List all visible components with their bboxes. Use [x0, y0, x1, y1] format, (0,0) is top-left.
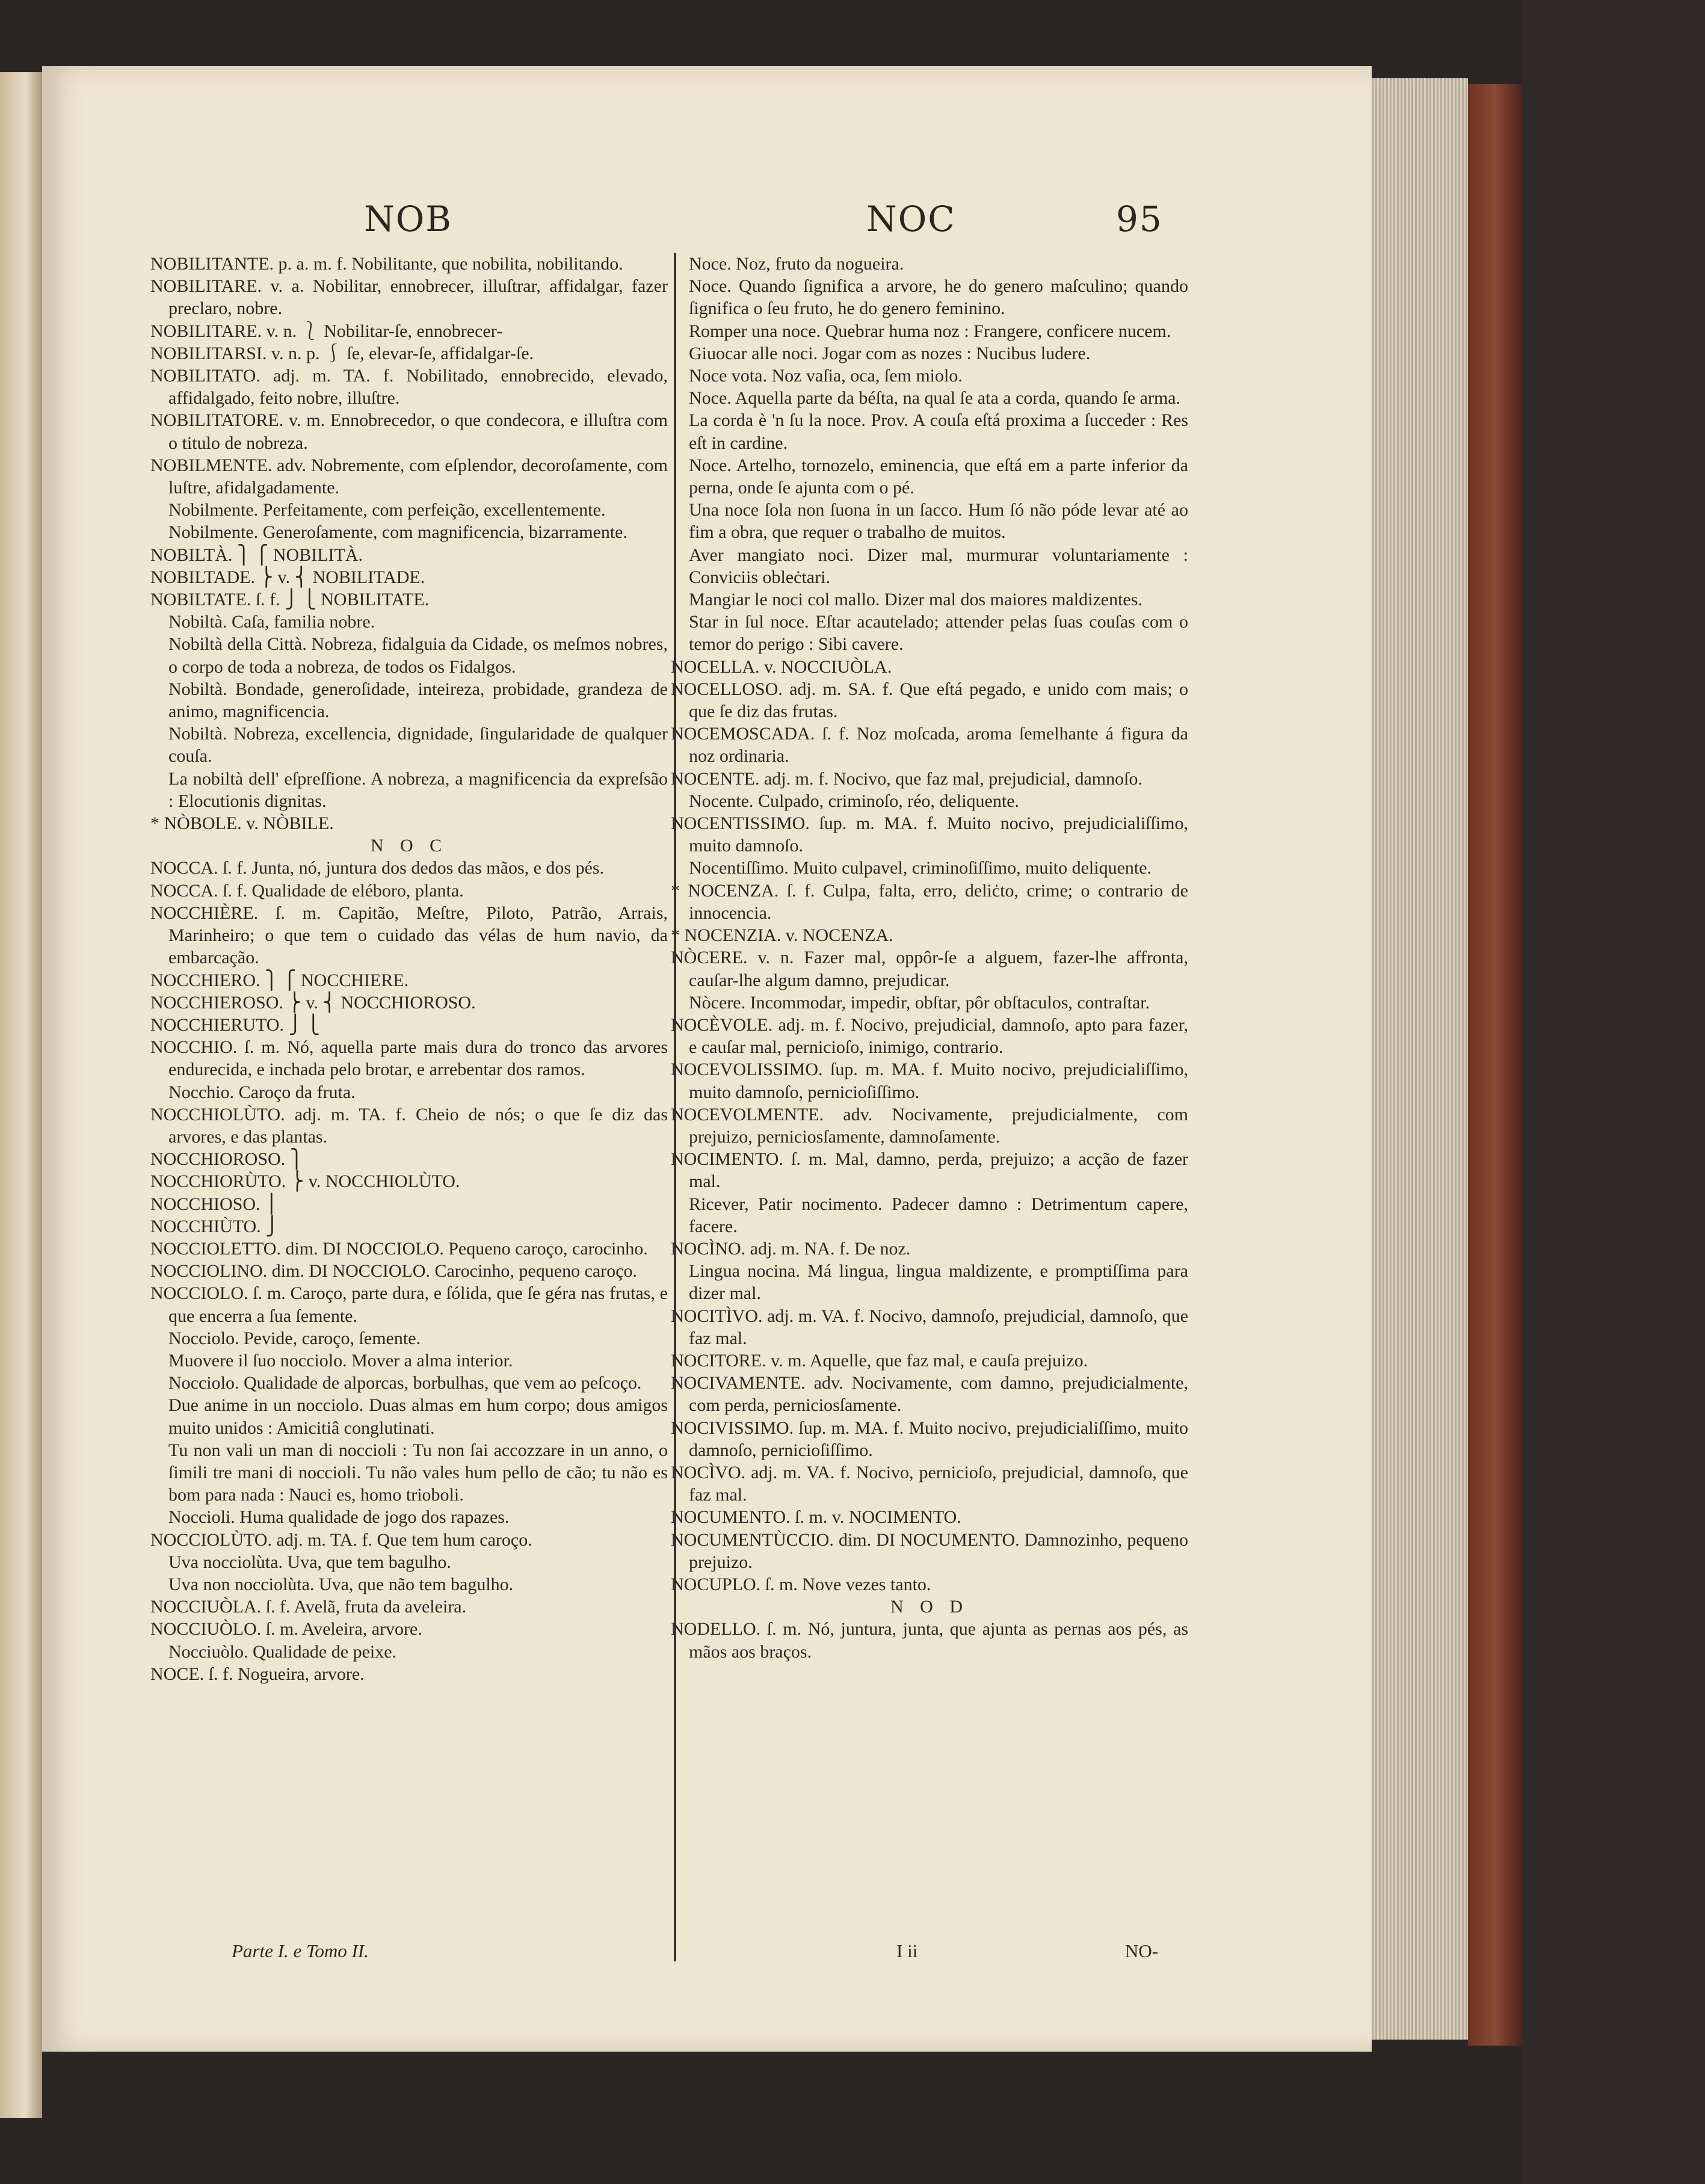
- dictionary-entry: NOCCIOLINO. dim. DI NOCCIOLO. Carocinho, pequeno caroço.: [150, 1261, 638, 1282]
- dictionary-entry: Nocciolo. Pevide, caroço, ſemente.: [168, 1328, 421, 1348]
- dictionary-entry: NOCCHIÈRE. ſ. m. Capitão, Meſtre, Piloto, Patrão, Arrais, Marinheiro; o que tem o cuidado das vélas de hum navio, da embarcação.: [150, 902, 668, 968]
- dictionary-entry: NOCCHIÙTO. ⎭: [150, 1216, 279, 1236]
- dictionary-entry: NOBILTATE. ſ. f. ⎭ ⎩ NOBILITATE.: [150, 590, 430, 610]
- dictionary-entry: Due anime in un nocciolo. Duas almas em hum corpo; dous amigos muito unidos : Amicitiâ conglutinati.: [168, 1395, 668, 1438]
- dictionary-entry: Nobiltà. Bondade, generoſidade, inteireza, probidade, grandeza de animo, magnificencia.: [168, 679, 668, 722]
- background-right: [1522, 0, 1705, 2184]
- dictionary-entry: NOCCIUÒLA. ſ. f. Avelã, fruta da aveleira.: [150, 1597, 467, 1617]
- dictionary-entry: Noce. Aquella parte da béſta, na qual ſe ata a corda, quando ſe arma.: [689, 388, 1181, 409]
- dictionary-entry: NOCCIOLÙTO. adj. m. TA. f. Que tem hum caroço.: [150, 1529, 532, 1550]
- dictionary-entry: Noce vota. Noz vaſia, oca, ſem miolo.: [689, 366, 963, 386]
- dictionary-entry: NOBILTADE. ⎬ v. ⎨ NOBILITADE.: [150, 567, 425, 587]
- dictionary-entry: NOBILITARE. v. n. ⎱ Nobilitar-ſe, ennobrecer-: [150, 321, 503, 341]
- dictionary-entry: NOCENTISSIMO. ſup. m. MA. f. Muito nocivo, prejudicialiſſimo, muito damnoſo.: [671, 813, 1188, 856]
- dictionary-entry: Nocentiſſimo. Muito culpavel, criminoſiſſimo, muito deliquente.: [689, 858, 1152, 878]
- dictionary-entry: Nobiltà della Città. Nobreza, fidalguia da Cidade, os meſmos nobres, o corpo de toda a nobreza, de todos os Fidalgos.: [168, 634, 668, 677]
- dictionary-entry: NODELLO. ſ. m. Nó, juntura, junta, que ajunta as pernas aos pés, as mãos aos braços.: [671, 1619, 1188, 1662]
- dictionary-entry: NOCCHIERUTO. ⎭ ⎩: [150, 1014, 320, 1035]
- dictionary-entry: NOCCHIORÙTO. ⎬ v. NOCCHIOLÙTO.: [150, 1171, 460, 1192]
- dictionary-entry: Una noce ſola non ſuona in un ſacco. Hum ſó não póde levar até ao fim a obra, que requer o trabalho de muitos.: [689, 500, 1188, 543]
- dictionary-entry: NOCCHIOSO. ⎪: [150, 1194, 279, 1214]
- dictionary-entry: * NÒBOLE. v. NÒBILE.: [150, 813, 334, 834]
- dictionary-entry: NOCCHIERO. ⎫ ⎧ NOCCHIERE.: [150, 970, 409, 990]
- right-column: [671, 253, 1188, 1663]
- dictionary-entry: NOCEMOSCADA. ſ. f. Noz moſcada, aroma ſemelhante á figura da noz ordinaria.: [671, 724, 1188, 767]
- dictionary-entry: Noccioli. Huma qualidade de jogo dos rapazes.: [168, 1507, 510, 1528]
- dictionary-entry: NOCEVOLMENTE. adv. Nocivamente, prejudicialmente, com prejuizo, perniciosſamente, damnoſamente.: [671, 1104, 1188, 1147]
- dictionary-entry: Noce. Quando ſignifica a arvore, he do genero maſculino; quando ſignifica o ſeu fruto, he do genero feminino.: [689, 276, 1188, 319]
- dictionary-entry: * NOCENZA. ſ. f. Culpa, falta, erro, deliċto, crime; o contrario de innocencia.: [671, 880, 1188, 923]
- dictionary-entry: Uva non nocciolùta. Uva, que não tem bagulho.: [168, 1574, 514, 1594]
- dictionary-entry: La corda è 'n ſu la noce. Prov. A couſa eſtá proxima a ſucceder : Res eſt in cardine.: [689, 410, 1188, 453]
- dictionary-entry: Lingua nocina. Má lingua, lingua maldizente, e promptiſſima para dizer mal.: [689, 1261, 1188, 1304]
- dictionary-entry: NOCCIUÒLO. ſ. m. Aveleira, arvore.: [150, 1619, 422, 1640]
- dictionary-entry: Nocchio. Caroço da fruta.: [168, 1082, 356, 1102]
- dictionary-entry: NOCIVAMENTE. adv. Nocivamente, com damno, prejudicialmente, com perda, perniciosſamente.: [671, 1373, 1188, 1416]
- header-center: NOC: [866, 199, 956, 239]
- footer-signature: Parte I. e Tomo II.: [232, 1940, 369, 1961]
- dictionary-entry: Star in ſul noce. Eſtar acautelado; attender pelas ſuas couſas com o temor do perigo : Sibi cavere.: [689, 612, 1188, 655]
- dictionary-entry: Nobiltà. Caſa, familia nobre.: [168, 612, 375, 632]
- page-edges: [1372, 78, 1468, 2040]
- dictionary-entry: Romper una noce. Quebrar huma noz : Frangere, conficere nucem.: [689, 321, 1171, 341]
- footer-catchword: NO-: [1125, 1940, 1159, 1961]
- dictionary-entry: Nocciuòlo. Qualidade de peixe.: [168, 1641, 397, 1662]
- dictionary-entry: NOCCIOLETTO. dim. DI NOCCIOLO. Pequeno caroço, carocinho.: [150, 1238, 648, 1259]
- left-page-edge: [0, 72, 42, 2118]
- dictionary-entry: NOCCA. ſ. f. Junta, nó, juntura dos dedos das mãos, e dos pés.: [150, 858, 605, 878]
- header-left: NOB: [364, 199, 452, 239]
- dictionary-entry: NOCÈVOLE. adj. m. f. Nocivo, prejudicial, damnoſo, apto para fazer, e cauſar mal, pernicioſo, inimigo, contrario.: [671, 1014, 1188, 1058]
- dictionary-entry: NOCCIOLO. ſ. m. Caroço, parte dura, e ſólida, que ſe géra nas frutas, e que encerra a ſua ſemente.: [150, 1283, 668, 1326]
- dictionary-entry: NOCCHIO. ſ. m. Nó, aquella parte mais dura do tronco das arvores endurecida, e inchada pelo brotar, e arrebentar dos ramos.: [150, 1037, 668, 1080]
- dictionary-entry: NOCCHIEROSO. ⎬ v. ⎨ NOCCHIOROSO.: [150, 992, 476, 1013]
- page-number: 95: [1116, 199, 1163, 239]
- dictionary-entry: Noce. Noz, fruto da nogueira.: [689, 254, 904, 274]
- dictionary-entry: Mangiar le noci col mallo. Dizer mal dos maiores maldizentes.: [689, 590, 1142, 610]
- dictionary-entry: Uva nocciolùta. Uva, que tem bagulho.: [168, 1552, 451, 1572]
- dictionary-entry: NOCIVISSIMO. ſup. m. MA. f. Muito nocivo, prejudicialiſſimo, muito damnoſo, pernicioſiſſimo.: [671, 1417, 1188, 1460]
- dictionary-entry: NOCITORE. v. m. Aquelle, que faz mal, e cauſa prejuizo.: [671, 1350, 1088, 1371]
- dictionary-entry: Ricever, Patir nocimento. Padecer damno : Detrimentum capere, facere.: [689, 1194, 1188, 1236]
- footer-gathering: I ii: [896, 1940, 918, 1961]
- section-heading: N O D: [890, 1597, 969, 1617]
- dictionary-entry: NOCELLA. v. NOCCIUÒLA.: [671, 656, 892, 677]
- dictionary-entry: NOCÌNO. adj. m. NA. f. De noz.: [671, 1238, 911, 1259]
- dictionary-entry: Nòcere. Incommodar, impedir, obſtar, pôr obſtaculos, contraſtar.: [689, 992, 1150, 1013]
- dictionary-entry: NÒCERE. v. n. Fazer mal, oppôr-ſe a alguem, fazer-lhe affronta, cauſar-lhe algum damno, prejudicar.: [671, 948, 1188, 990]
- dictionary-entry: NOCÌVO. adj. m. VA. f. Nocivo, pernicioſo, prejudicial, damnoſo, que faz mal.: [671, 1462, 1188, 1505]
- dictionary-entry: NOCUMENTÙCCIO. dim. DI NOCUMENTO. Damnozinho, pequeno prejuizo.: [671, 1529, 1188, 1572]
- dictionary-entry: NOCIMENTO. ſ. m. Mal, damno, perda, prejuizo; a acção de fazer mal.: [671, 1149, 1188, 1192]
- section-heading: N O C: [370, 836, 448, 856]
- dictionary-entry: NOBILMENTE. adv. Nobremente, com eſplendor, decoroſamente, com luſtre, afidalgadamente.: [150, 455, 668, 498]
- dictionary-entry: Noce. Artelho, tornozelo, eminencia, que eſtá em a parte inferior da perna, onde ſe ajunta com o pé.: [689, 455, 1188, 498]
- dictionary-entry: NOBILITARSI. v. n. p. ⎰ ſe, elevar-ſe, affidalgar-ſe.: [150, 343, 534, 363]
- dictionary-entry: NOCE. ſ. f. Nogueira, arvore.: [150, 1664, 365, 1684]
- dictionary-entry: Nobiltà. Nobreza, excellencia, dignidade, ſingularidade de qualquer couſa.: [168, 724, 668, 767]
- dictionary-entry: Nobilmente. Generoſamente, com magnificencia, bizarramente.: [168, 522, 627, 543]
- dictionary-entry: Giuocar alle noci. Jogar com as nozes : Nucibus ludere.: [689, 343, 1091, 363]
- dictionary-entry: Muovere il ſuo nocciolo. Mover a alma interior.: [168, 1350, 513, 1371]
- dictionary-entry: NOCENTE. adj. m. f. Nocivo, que faz mal, prejudicial, damnoſo.: [671, 768, 1142, 789]
- dictionary-entry: Nobilmente. Perfeitamente, com perfeição, excellentemente.: [168, 500, 606, 520]
- dictionary-entry: * NOCENZIA. v. NOCENZA.: [671, 925, 893, 946]
- dictionary-entry: NOBILITATORE. v. m. Ennobrecedor, o que condecora, e illuſtra com o titulo de nobreza.: [150, 410, 668, 453]
- left-column: [150, 253, 668, 1685]
- dictionary-entry: NOBILITATO. adj. m. TA. f. Nobilitado, ennobrecido, elevado, affidalgado, feito nobre, illuſtre.: [150, 366, 668, 409]
- dictionary-entry: NOCELLOSO. adj. m. SA. f. Que eſtá pegado, e unido com mais; o que ſe diz das frutas.: [671, 679, 1188, 722]
- dictionary-entry: NOCUMENTO. ſ. m. v. NOCIMENTO.: [671, 1507, 961, 1528]
- dictionary-entry: Aver mangiato noci. Dizer mal, murmurar voluntariamente : Conviciis obleċtari.: [689, 544, 1188, 587]
- dictionary-entry: NOCITÌVO. adj. m. VA. f. Nocivo, damnoſo, prejudicial, damnoſo, que faz mal.: [671, 1306, 1188, 1348]
- dictionary-entry: NOCCHIOROSO. ⎫: [150, 1149, 304, 1170]
- dictionary-entry: NOBILITARE. v. a. Nobilitar, ennobrecer, illuſtrar, affidalgar, fazer preclaro, nobre.: [150, 276, 668, 319]
- dictionary-entry: Tu non vali un man di noccioli : Tu non ſai accozzare in un anno, o ſimili tre mani di noccioli. Tu não vales hum pello de cão; tu não es bom para nada : Nauci es, homo trioboli.: [168, 1440, 668, 1505]
- dictionary-entry: NOCEVOLISSIMO. ſup. m. MA. f. Muito nocivo, prejudicialiſſimo, muito damnoſo, pernicioſiſſimo.: [671, 1060, 1188, 1102]
- dictionary-entry: NOCCHIOLÙTO. adj. m. TA. f. Cheio de nós; o que ſe diz das arvores, e das plantas.: [150, 1104, 668, 1147]
- dictionary-entry: NOBILITANTE. p. a. m. f. Nobilitante, que nobilita, nobilitando.: [150, 254, 623, 274]
- dictionary-entry: Nocente. Culpado, criminoſo, réo, deliquente.: [689, 791, 1020, 811]
- dictionary-entry: Nocciolo. Qualidade de alporcas, borbulhas, que vem ao peſcoço.: [168, 1373, 642, 1393]
- dictionary-entry: NOCUPLO. ſ. m. Nove vezes tanto.: [671, 1574, 931, 1594]
- book-cover-edge: [1468, 84, 1522, 2046]
- dictionary-entry: NOCCA. ſ. f. Qualidade de eléboro, planta.: [150, 880, 464, 901]
- dictionary-entry: NOBILTÀ. ⎫ ⎧ NOBILITÀ.: [150, 544, 363, 565]
- dictionary-entry: La nobiltà dell' eſpreſſione. A nobreza, a magnificencia da expreſsão : Elocutionis dignitas.: [168, 768, 668, 811]
